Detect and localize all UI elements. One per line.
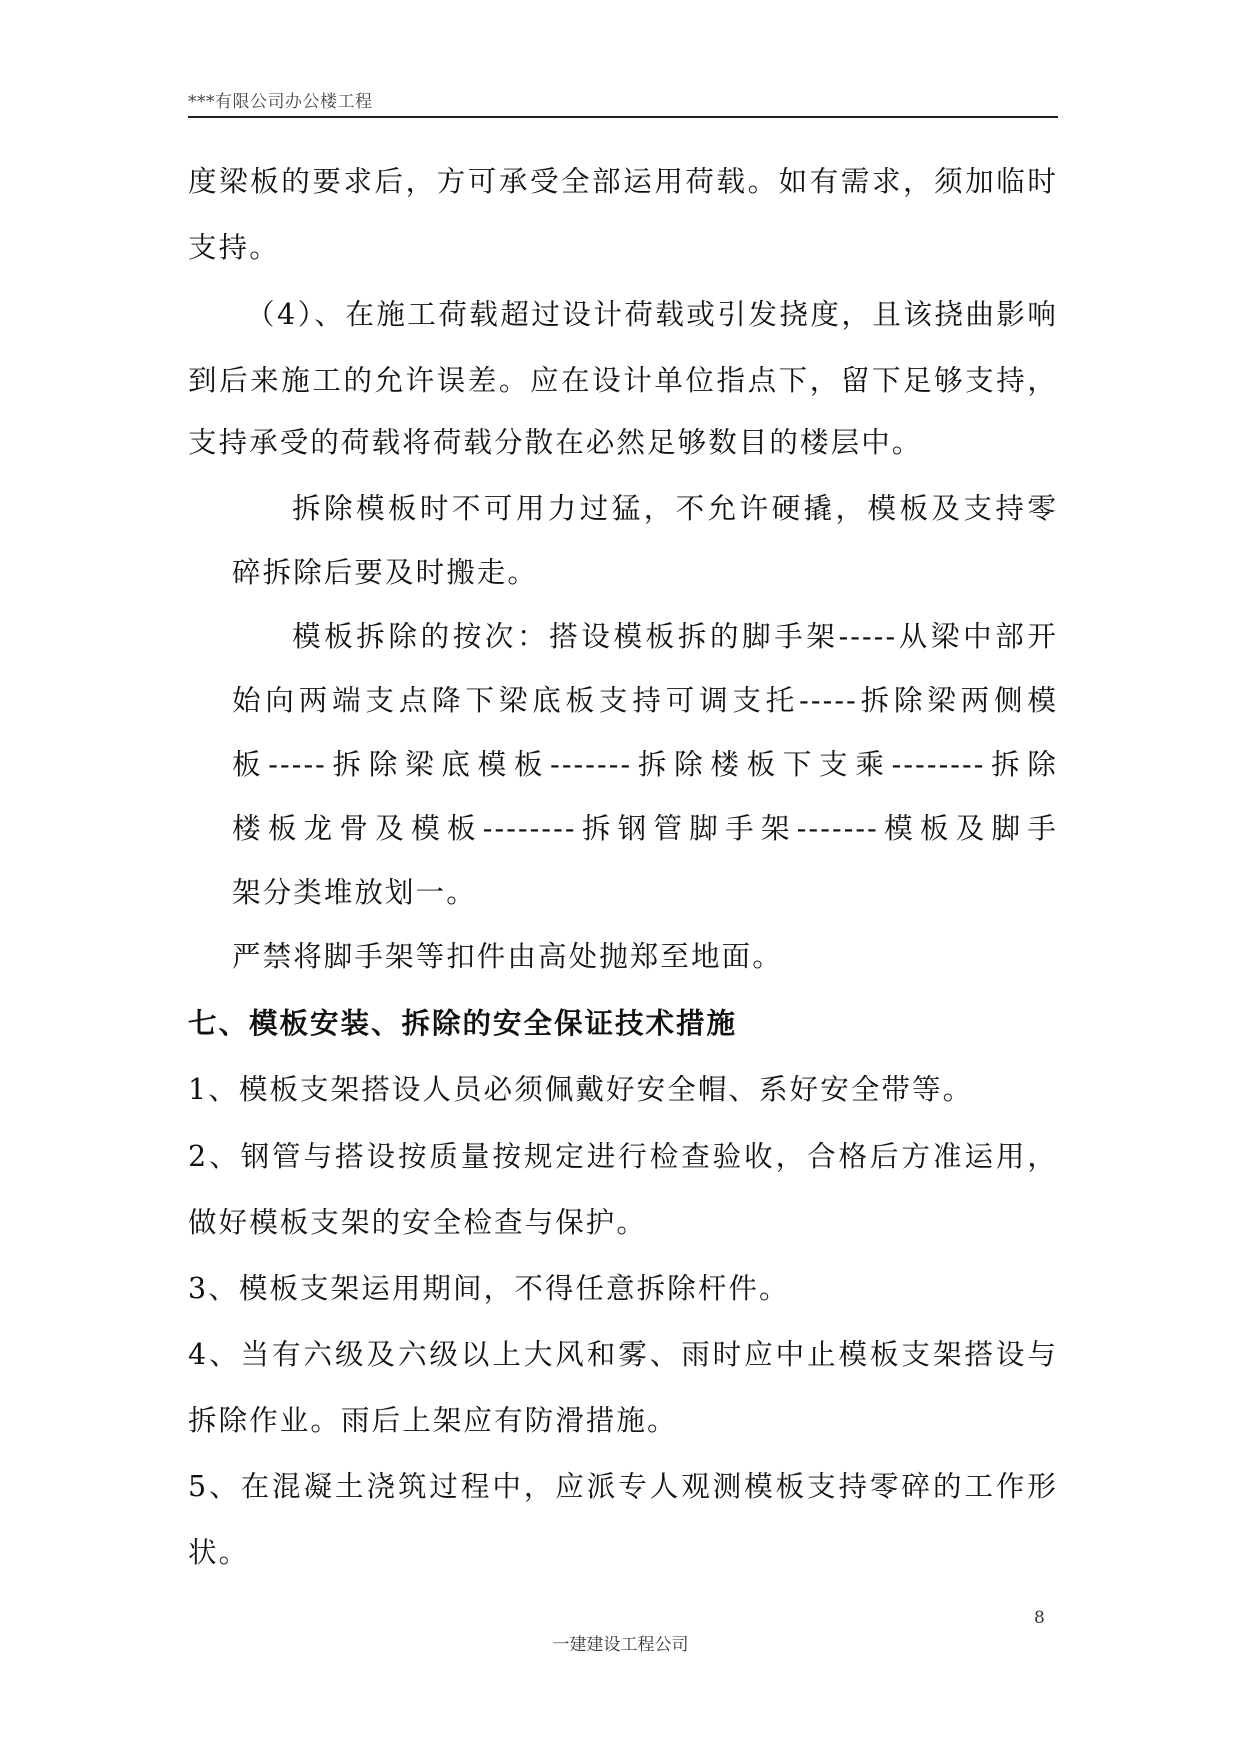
measure-line: 3、模板支架运用期间，不得任意拆除杆件。 <box>188 1272 790 1305</box>
body-line: 始向两端支点降下梁底板支持可调支托-----拆除梁两侧模 <box>232 684 1058 717</box>
body-line: 支持承受的荷载将荷载分散在必然足够数目的楼层中。 <box>188 426 923 459</box>
body-line: 度梁板的要求后，方可承受全部运用荷载。如有需求，须加临时 <box>188 165 1058 198</box>
header-title: ***有限公司办公楼工程 <box>188 92 373 112</box>
body-line: 板-----拆除梁底模板-------拆除楼板下支乘--------拆除 <box>232 748 1058 781</box>
measure-line: 4、当有六级及六级以上大风和雾、雨时应中止模板支架搭设与 <box>188 1338 1058 1371</box>
body-line: 碎拆除后要及时搬走。 <box>232 556 539 589</box>
footer-company: 一建建设工程公司 <box>552 1635 689 1655</box>
measure-line: 5、在混凝土浇筑过程中，应派专人观测模板支持零碎的工作形 <box>188 1470 1058 1503</box>
measure-line: 2、钢管与搭设按质量按规定进行检查验收，合格后方准运用， <box>188 1140 1058 1173</box>
section-heading: 七、模板安装、拆除的安全保证技术措施 <box>188 1007 738 1040</box>
body-line: 拆除模板时不可用力过猛，不允许硬撬，模板及支持零 <box>292 492 1058 525</box>
measure-line: 拆除作业。雨后上架应有防滑措施。 <box>188 1404 678 1437</box>
body-line: 架分类堆放划一。 <box>232 876 477 909</box>
measure-line: 1、模板支架搭设人员必须佩戴好安全帽、系好安全带等。 <box>188 1073 974 1106</box>
body-line: 严禁将脚手架等扣件由高处抛郑至地面。 <box>232 940 783 973</box>
body-line: 到后来施工的允许误差。应在设计单位指点下，留下足够支持， <box>188 364 1058 397</box>
body-line: （4）、在施工荷载超过设计荷载或引发挠度，且该挠曲影响 <box>246 298 1058 331</box>
measure-line: 状。 <box>188 1536 250 1569</box>
page-header <box>188 88 1058 118</box>
measure-line: 做好模板支架的安全检查与保护。 <box>188 1206 648 1239</box>
body-line: 楼板龙骨及模板--------拆钢管脚手架-------模板及脚手 <box>232 812 1058 845</box>
body-line: 模板拆除的按次：搭设模板拆的脚手架-----从梁中部开 <box>292 620 1058 653</box>
body-line: 支持。 <box>188 231 280 264</box>
page-number: 8 <box>1034 1608 1045 1628</box>
